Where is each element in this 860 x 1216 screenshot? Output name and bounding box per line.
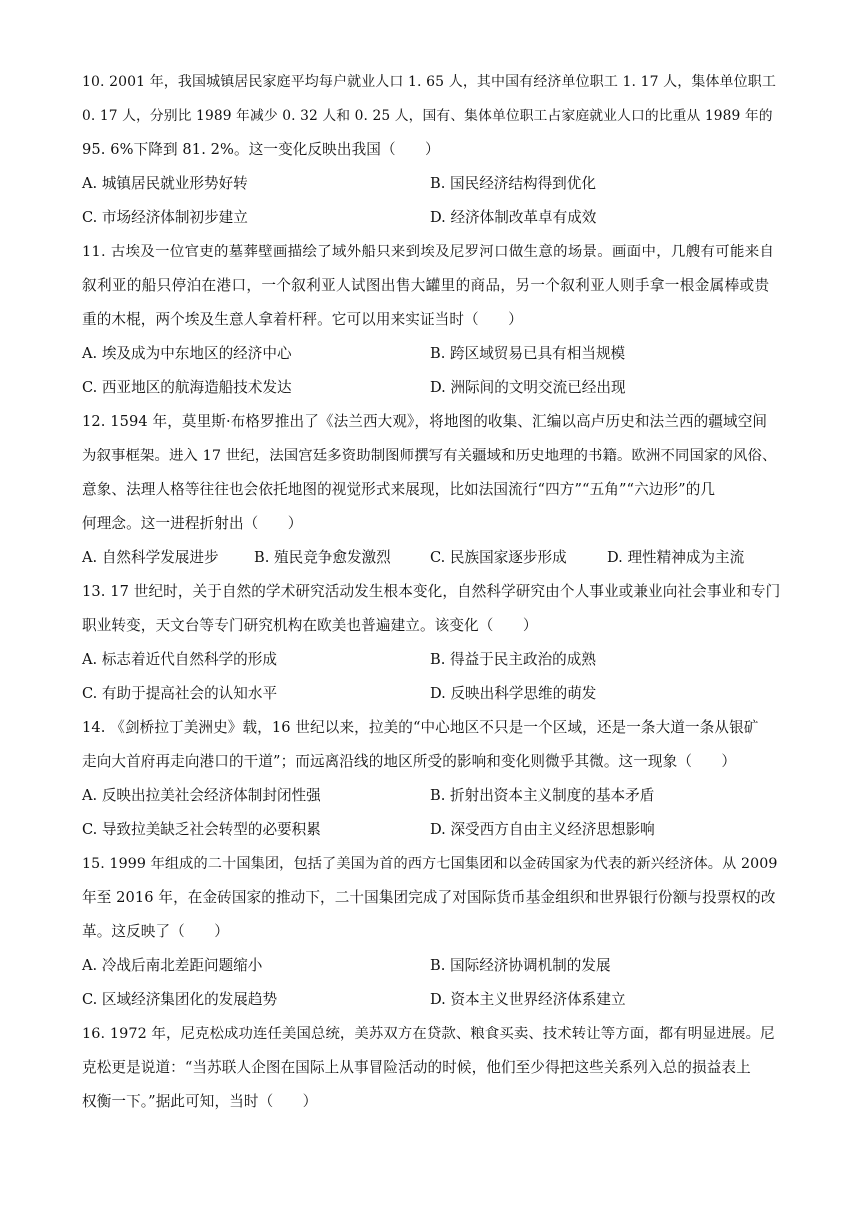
question-12-option-d[interactable]: D. 理性精神成为主流	[607, 549, 745, 566]
question-10-option-a[interactable]: A. 城镇居民就业形势好转	[82, 175, 248, 192]
question-14-option-b[interactable]: B. 折射出资本主义制度的基本矛盾	[430, 787, 655, 804]
question-14-line-2: 走向大首府再走向港口的干道”；而远离沿线的地区所受的影响和变化则微乎其微。这一现象（ ）	[82, 753, 737, 770]
question-12-option-a[interactable]: A. 自然科学发展进步	[82, 549, 219, 566]
question-13-line-1: 13. 17 世纪时，关于自然的学术研究活动发生根本变化，自然科学研究由个人事业或兼业向社会事业和专门	[82, 583, 781, 600]
question-12-line-3: 意象、法理人格等往往也会依托地图的视觉形式来展现，比如法国流行“四方”“五角”“六边形”的几	[82, 481, 716, 498]
question-16-line-3: 权衡一下。”据此可知，当时（ ）	[82, 1093, 318, 1110]
question-11-option-b[interactable]: B. 跨区域贸易已具有相当规模	[430, 345, 626, 362]
question-13-option-d[interactable]: D. 反映出科学思维的萌发	[430, 685, 597, 702]
question-16-line-1: 16. 1972 年，尼克松成功连任美国总统，美苏双方在贷款、粮食买卖、技术转让等方面，都有明显进展。尼	[82, 1026, 775, 1042]
question-10-option-b[interactable]: B. 国民经济结构得到优化	[430, 175, 596, 192]
question-11-line-2: 叙利亚的船只停泊在港口，一个叙利亚人试图出售大罐里的商品，另一个叙利亚人则手拿一根金属棒或贵	[82, 277, 770, 294]
question-14-option-c[interactable]: C. 导致拉美缺乏社会转型的必要积累	[82, 821, 321, 838]
question-14-option-d[interactable]: D. 深受西方自由主义经济思想影响	[430, 821, 655, 838]
question-10-line-2: 0. 17 人，分别比 1989 年减少 0. 32 人和 0. 25 人，国有、集体单位职工占家庭就业人口的比重从 1989 年的	[82, 108, 773, 124]
question-11-line-1: 11. 古埃及一位官吏的墓葬壁画描绘了域外船只来到埃及尼罗河口做生意的场景。画面中，几艘有可能来自	[82, 244, 775, 260]
question-10-line-1: 10. 2001 年，我国城镇居民家庭平均每户就业人口 1. 65 人，其中国有经济单位职工 1. 17 人，集体单位职工	[82, 74, 776, 90]
question-15-option-b[interactable]: B. 国际经济协调机制的发展	[430, 957, 611, 974]
question-14-line-1: 14. 《剑桥拉丁美洲史》载，16 世纪以来，拉美的“中心地区不只是一个区域，还是一条大道一条从银矿	[82, 719, 759, 736]
question-13-line-2: 职业转变，天文台等专门研究机构在欧美也普遍建立。该变化（ ）	[82, 617, 538, 634]
question-15-line-3: 革。这反映了（ ）	[82, 923, 229, 940]
question-15-option-c[interactable]: C. 区域经济集团化的发展趋势	[82, 991, 278, 1008]
question-13-option-b[interactable]: B. 得益于民主政治的成熟	[430, 651, 596, 668]
question-11-option-c[interactable]: C. 西亚地区的航海造船技术发达	[82, 379, 292, 396]
question-12-option-c[interactable]: C. 民族国家逐步形成	[430, 549, 567, 566]
question-12-line-1: 12. 1594 年，莫里斯·布格罗推出了《法兰西大观》，将地图的收集、汇编以高卢历史和法兰西的疆域空间	[82, 413, 768, 430]
question-15-option-a[interactable]: A. 冷战后南北差距问题缩小	[82, 957, 263, 974]
question-11-line-3: 重的木棍，两个埃及生意人拿着杆秤。它可以用来实证当时（ ）	[82, 311, 523, 328]
question-11-option-a[interactable]: A. 埃及成为中东地区的经济中心	[82, 345, 292, 362]
question-11-option-d[interactable]: D. 洲际间的文明交流已经出现	[430, 379, 626, 396]
question-13-option-c[interactable]: C. 有助于提高社会的认知水平	[82, 685, 278, 702]
question-14-option-a[interactable]: A. 反映出拉美社会经济体制封闭性强	[82, 787, 321, 804]
question-13-option-a[interactable]: A. 标志着近代自然科学的形成	[82, 651, 277, 668]
question-12-option-b[interactable]: B. 殖民竞争愈发激烈	[254, 549, 391, 566]
question-10-line-3: 95. 6%下降到 81. 2%。这一变化反映出我国（ ）	[82, 141, 440, 158]
question-10-option-c[interactable]: C. 市场经济体制初步建立	[82, 209, 248, 226]
question-15-line-1: 15. 1999 年组成的二十国集团，包括了美国为首的西方七国集团和以金砖国家为代表的新兴经济体。从 2009	[82, 856, 778, 872]
question-15-line-2: 年至 2016 年，在金砖国家的推动下，二十国集团完成了对国际货币基金组织和世界银行份额与投票权的改	[82, 889, 776, 906]
question-12-line-4: 何理念。这一进程折射出（ ）	[82, 515, 303, 532]
question-10-option-d[interactable]: D. 经济体制改革卓有成效	[430, 209, 597, 226]
question-16-line-2: 克松更是说道：“当苏联人企图在国际上从事冒险活动的时候，他们至少得把这些关系列入总的损益表上	[82, 1059, 751, 1076]
question-15-option-d[interactable]: D. 资本主义世界经济体系建立	[430, 991, 626, 1008]
question-12-line-2: 为叙事框架。进入 17 世纪，法国宫廷多资助制图师撰写有关疆域和历史地理的书籍。欧洲不同国家的风俗、	[82, 448, 777, 464]
